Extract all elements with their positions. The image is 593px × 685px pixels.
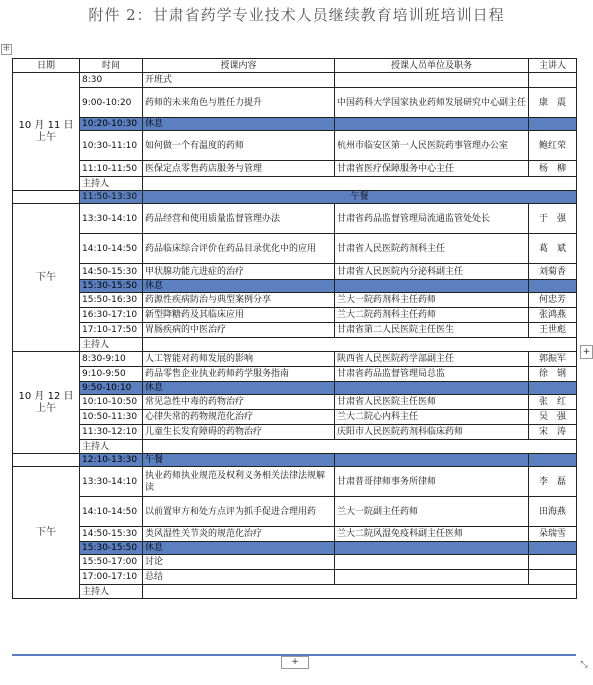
table-row (13, 497, 577, 527)
host-label: 主持人 (80, 338, 143, 352)
date-cell-empty (13, 454, 80, 467)
speaker-cell (529, 73, 577, 88)
content-cell: 甲状腺功能亢进症的治疗 (143, 264, 335, 280)
speaker-cell: 郭振军 (529, 352, 577, 367)
time-cell: 14:50-15:30 (80, 527, 143, 542)
table-row (13, 308, 577, 323)
speaker-cell: 何忠芳 (529, 293, 577, 308)
content-cell: 开班式 (143, 73, 335, 88)
table-row (13, 234, 577, 264)
content-cell: 新型降糖药及其临床应用 (143, 308, 335, 323)
unit-cell: 甘肃省第二人民医院主任医生 (335, 323, 529, 338)
speaker-cell: 康 震 (529, 88, 577, 118)
unit-cell (335, 555, 529, 570)
content-cell: 讨论 (143, 555, 335, 570)
break-row (13, 542, 577, 555)
content-cell: 常见急性中毒的药物治疗 (143, 395, 335, 410)
table-row (13, 410, 577, 425)
unit-cell: 甘肃省人民医院药剂科主任 (335, 234, 529, 264)
content-cell: 休息 (143, 382, 335, 395)
table-move-handle-icon[interactable]: ⁜ (2, 44, 11, 54)
speaker-cell: 鲍红荣 (529, 131, 577, 161)
unit-cell (335, 570, 529, 585)
time-cell: 8:30-9:10 (80, 352, 143, 367)
host-row (13, 585, 577, 599)
table-row (13, 73, 577, 88)
table-row (13, 527, 577, 542)
header-content: 授课内容 (143, 59, 335, 73)
table-row (13, 352, 577, 367)
time-cell: 13:30-14:10 (80, 204, 143, 234)
content-cell: 药师的未来角色与胜任力提升 (143, 88, 335, 118)
host-row (13, 338, 577, 352)
speaker-cell (529, 118, 577, 131)
table-row (13, 323, 577, 338)
host-row (13, 177, 577, 191)
date-day1: 10 月 11 日 (18, 119, 74, 131)
speaker-cell: 田海燕 (529, 497, 577, 527)
table-row (13, 88, 577, 118)
speaker-cell: 杨 柳 (529, 161, 577, 177)
table-row (13, 131, 577, 161)
time-cell: 9:10-9:50 (80, 367, 143, 382)
unit-cell (335, 454, 529, 467)
time-cell: 13:30-14:10 (80, 467, 143, 497)
content-cell: 休息 (143, 118, 335, 131)
unit-cell: 甘肃省药品监督管理局总监 (335, 367, 529, 382)
time-cell: 10:20-10:30 (80, 118, 143, 131)
content-cell: 药品临床综合评价在药品目录优化中的应用 (143, 234, 335, 264)
table-row (13, 204, 577, 234)
content-cell: 药品经营和使用质量监督管理办法 (143, 204, 335, 234)
unit-cell: 陕西省人民医院药学部副主任 (335, 352, 529, 367)
time-cell: 12:10-13:30 (80, 454, 143, 467)
date-cell-day1-pm: 下午 (13, 204, 80, 352)
header-row (13, 59, 577, 73)
table-row (13, 467, 577, 497)
speaker-cell (529, 454, 577, 467)
table-row (13, 367, 577, 382)
time-cell: 15:50-16:30 (80, 293, 143, 308)
speaker-cell: 李 磊 (529, 467, 577, 497)
time-cell: 11:10-11:50 (80, 161, 143, 177)
table-row (13, 570, 577, 585)
unit-cell: 兰大二院风湿免疫科副主任医师 (335, 527, 529, 542)
speaker-cell: 朵瑞雪 (529, 527, 577, 542)
header-unit: 授课人员单位及职务 (335, 59, 529, 73)
content-cell: 儿童生长发育障碍的药物治疗 (143, 425, 335, 440)
host-label: 主持人 (80, 440, 143, 454)
speaker-cell: 于 强 (529, 204, 577, 234)
speaker-cell: 宋 涛 (529, 425, 577, 440)
speaker-cell: 张鸿燕 (529, 308, 577, 323)
content-cell: 执业药师执业规范及权利义务相关法律法规解读 (143, 467, 335, 497)
content-cell: 人工智能对药师发展的影响 (143, 352, 335, 367)
speaker-cell (529, 382, 577, 395)
time-cell: 8:30 (80, 73, 143, 88)
time-cell: 10:50-11:30 (80, 410, 143, 425)
unit-cell: 甘肃省药品监督管理局流通监管处处长 (335, 204, 529, 234)
date-cell-empty (13, 191, 80, 204)
lunch-row (13, 191, 577, 204)
time-cell: 15:50-17:00 (80, 555, 143, 570)
unit-cell: 庆阳市人民医院药剂科临床药师 (335, 425, 529, 440)
document-title: 附件 2：甘肃省药学专业技术人员继续教育培训班培训日程 (88, 6, 505, 24)
break-row (13, 280, 577, 293)
unit-cell: 兰大二院心内科主任 (335, 410, 529, 425)
date-cell-day2-pm: 下午 (13, 467, 80, 599)
content-cell: 胃肠疾病的中医治疗 (143, 323, 335, 338)
content-cell: 休息 (143, 542, 335, 555)
time-cell: 9:50-10:10 (80, 382, 143, 395)
unit-cell (335, 542, 529, 555)
speaker-cell: 刘菊香 (529, 264, 577, 280)
table-row (13, 395, 577, 410)
time-cell: 15:30-15:50 (80, 542, 143, 555)
table-row (13, 425, 577, 440)
time-cell: 16:30-17:10 (80, 308, 143, 323)
time-cell: 14:10-14:50 (80, 234, 143, 264)
table-row (13, 293, 577, 308)
unit-cell: 杭州市临安区第一人民医院药事管理办公室 (335, 131, 529, 161)
speaker-cell (529, 555, 577, 570)
date-cell-day2-am (13, 352, 80, 454)
host-value (143, 338, 577, 352)
speaker-cell: 吴 强 (529, 410, 577, 425)
content-cell: 如何做一个有温度的药师 (143, 131, 335, 161)
time-cell: 14:50-15:30 (80, 264, 143, 280)
content-cell: 药源性疾病防治与典型案例分享 (143, 293, 335, 308)
time-cell: 11:50-13:30 (80, 191, 143, 204)
content-cell: 类风湿性关节炎的规范化治疗 (143, 527, 335, 542)
host-label: 主持人 (80, 177, 143, 191)
unit-cell (335, 118, 529, 131)
content-cell: 总结 (143, 570, 335, 585)
content-cell: 休息 (143, 280, 335, 293)
unit-cell (335, 280, 529, 293)
header-time: 时间 (80, 59, 143, 73)
schedule-table (12, 58, 577, 599)
unit-cell: 甘肃省人民医院主任医师 (335, 395, 529, 410)
period-day2-am: 上午 (36, 402, 56, 414)
table-row (13, 264, 577, 280)
time-cell: 9:00-10:20 (80, 88, 143, 118)
content-cell: 心律失常的药物规范化治疗 (143, 410, 335, 425)
unit-cell: 兰大二院药剂科主任药师 (335, 308, 529, 323)
speaker-cell (529, 280, 577, 293)
time-cell: 17:10-17:50 (80, 323, 143, 338)
content-cell: 以前置审方和处方点评为抓手促进合理用药 (143, 497, 335, 527)
date-cell-day1-am (13, 73, 80, 191)
speaker-cell (529, 570, 577, 585)
speaker-cell (529, 542, 577, 555)
host-value (143, 440, 577, 454)
unit-cell (335, 73, 529, 88)
lunch-label: 午餐 (143, 454, 335, 467)
host-label: 主持人 (80, 585, 143, 599)
unit-cell: 甘肃普哥律师事务所律师 (335, 467, 529, 497)
unit-cell (335, 382, 529, 395)
table-row (13, 161, 577, 177)
speaker-cell: 徐 钢 (529, 367, 577, 382)
table-resize-handle-icon[interactable]: ⤡ (580, 660, 588, 670)
table-row (13, 555, 577, 570)
host-value (143, 585, 577, 599)
speaker-cell: 葛 斌 (529, 234, 577, 264)
unit-cell: 中国药科大学国家执业药师发展研究中心副主任 (335, 88, 529, 118)
break-row (13, 118, 577, 131)
time-cell: 11:30-12:10 (80, 425, 143, 440)
time-cell: 10:10-10:50 (80, 395, 143, 410)
host-row (13, 440, 577, 454)
time-cell: 10:30-11:10 (80, 131, 143, 161)
header-speaker: 主讲人 (529, 59, 577, 73)
time-cell: 14:10-14:50 (80, 497, 143, 527)
time-cell: 15:30-15:50 (80, 280, 143, 293)
add-row-button[interactable]: + (281, 656, 309, 669)
unit-cell: 甘肃省人民医院内分泌科副主任 (335, 264, 529, 280)
content-cell: 药品零售企业执业药师药学服务指南 (143, 367, 335, 382)
content-cell: 医保定点零售药店服务与管理 (143, 161, 335, 177)
unit-cell: 兰大一院药剂科主任药师 (335, 293, 529, 308)
speaker-cell: 王世彪 (529, 323, 577, 338)
period-day1-am: 上午 (36, 131, 56, 143)
unit-cell: 甘肃省医疗保障服务中心主任 (335, 161, 529, 177)
date-day2: 10 月 12 日 (18, 390, 74, 402)
lunch-row (13, 454, 577, 467)
break-row (13, 382, 577, 395)
speaker-cell: 张 红 (529, 395, 577, 410)
time-cell: 17:00-17:10 (80, 570, 143, 585)
lunch-label: 午餐 (143, 191, 577, 204)
host-value (143, 177, 577, 191)
add-column-button[interactable]: + (580, 345, 593, 359)
unit-cell: 兰大一院副主任药师 (335, 497, 529, 527)
header-date: 日期 (13, 59, 80, 73)
